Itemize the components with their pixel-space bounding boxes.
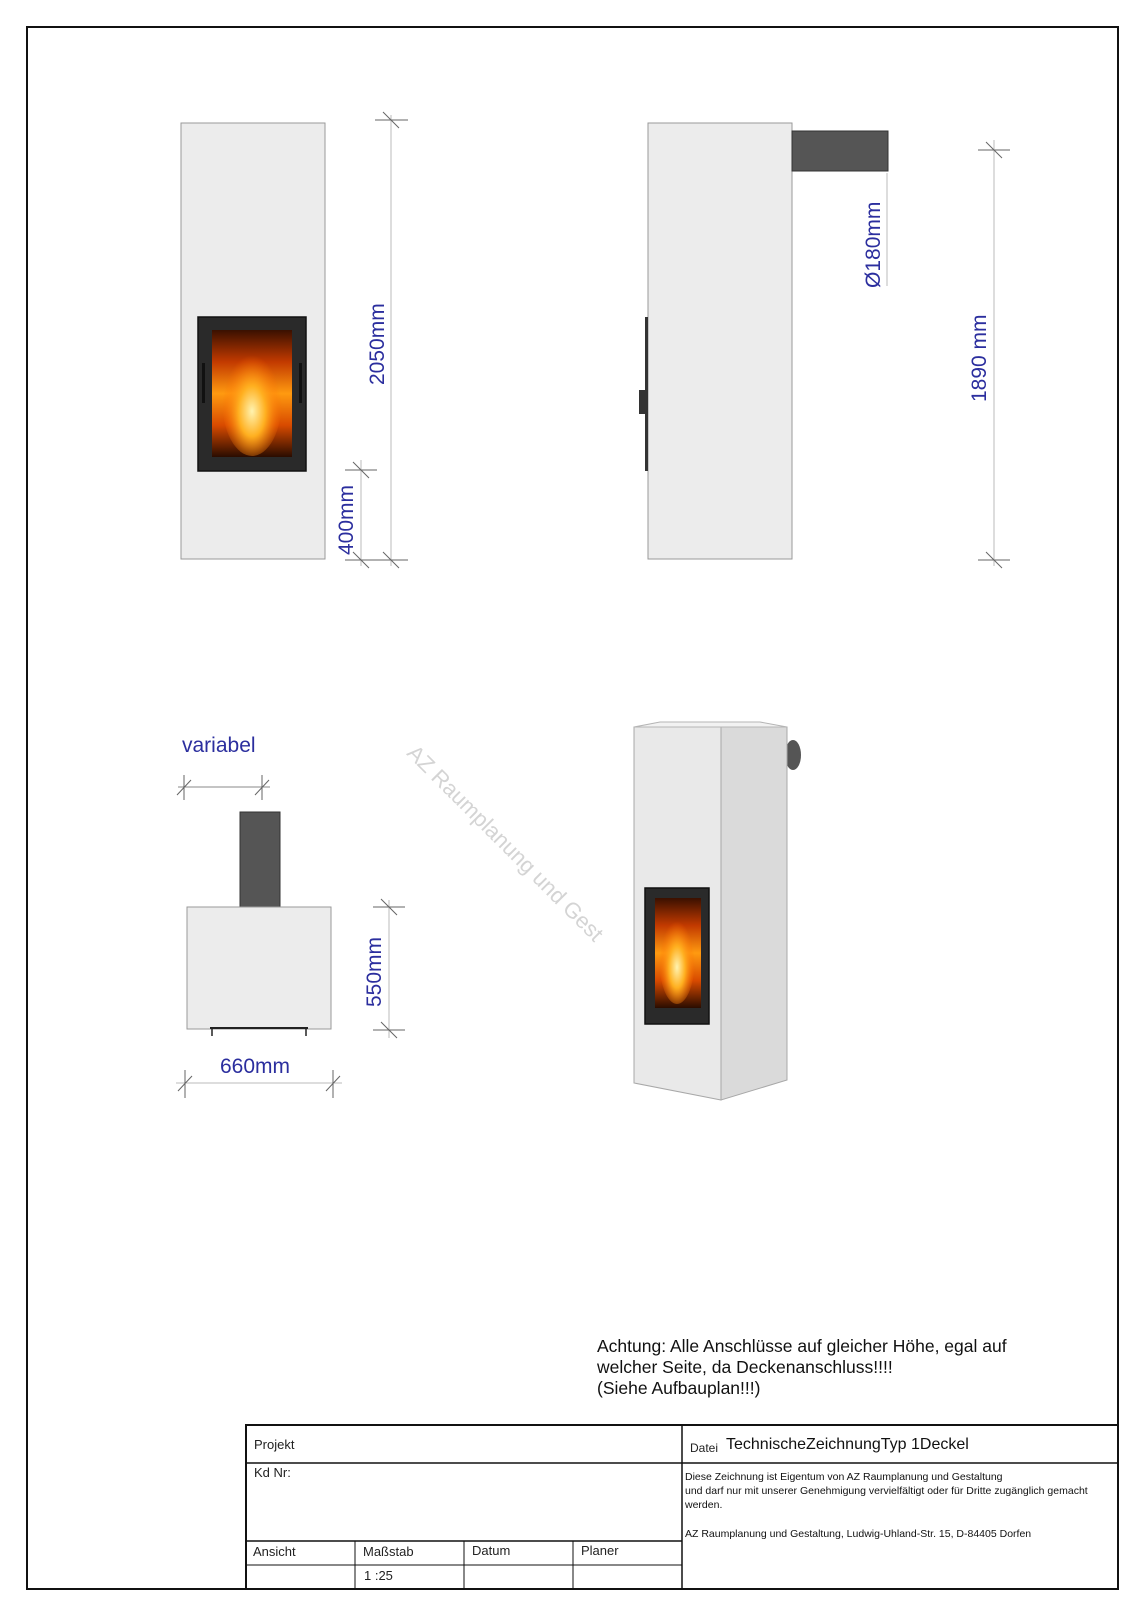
dim-pipe-diameter: Ø180mm xyxy=(862,201,885,288)
copyright-notice xyxy=(685,1470,1088,1512)
note-line-2: welcher Seite, da Deckenanschluss!!!! xyxy=(597,1357,893,1377)
company-address: AZ Raumplanung und Gestaltung, Ludwig-Uhland-Str. 15, D-84405 Dorfen xyxy=(685,1528,1032,1540)
planer-label: Planer xyxy=(581,1543,619,1558)
kd-nr-label: Kd Nr: xyxy=(254,1465,291,1480)
datei-value: TechnischeZeichnungTyp 1Deckel xyxy=(726,1436,969,1453)
dim-connection-height: 1890 mm xyxy=(968,314,991,402)
dim-width-660: 660mm xyxy=(220,1055,291,1078)
copyright-line-3: werden. xyxy=(685,1499,723,1511)
projekt-label: Projekt xyxy=(254,1437,295,1452)
note-line-3: (Siehe Aufbauplan!!!) xyxy=(597,1378,761,1398)
dim-height-400: 400mm xyxy=(335,484,358,555)
datei-label: Datei xyxy=(690,1441,719,1455)
dim-depth-550: 550mm xyxy=(363,936,386,1007)
note-line-1: Achtung: Alle Anschlüsse auf gleicher Höhe, egal auf xyxy=(597,1336,1007,1356)
copyright-line-1: Diese Zeichnung ist Eigentum von AZ Raumplanung und Gestaltung xyxy=(685,1471,1003,1483)
massstab-value: 1 :25 xyxy=(364,1568,393,1583)
datum-label: Datum xyxy=(472,1543,511,1558)
watermark: AZ Raumplanung und Gest xyxy=(402,740,609,947)
dim-variabel: variabel xyxy=(182,734,256,757)
massstab-label: Maßstab xyxy=(363,1544,414,1559)
dim-height-2050: 2050mm xyxy=(366,303,389,385)
ansicht-label: Ansicht xyxy=(253,1544,296,1559)
copyright-line-2: und darf nur mit unserer Genehmigung vervielfältigt oder für Dritte zugänglich gemacht xyxy=(685,1485,1088,1497)
